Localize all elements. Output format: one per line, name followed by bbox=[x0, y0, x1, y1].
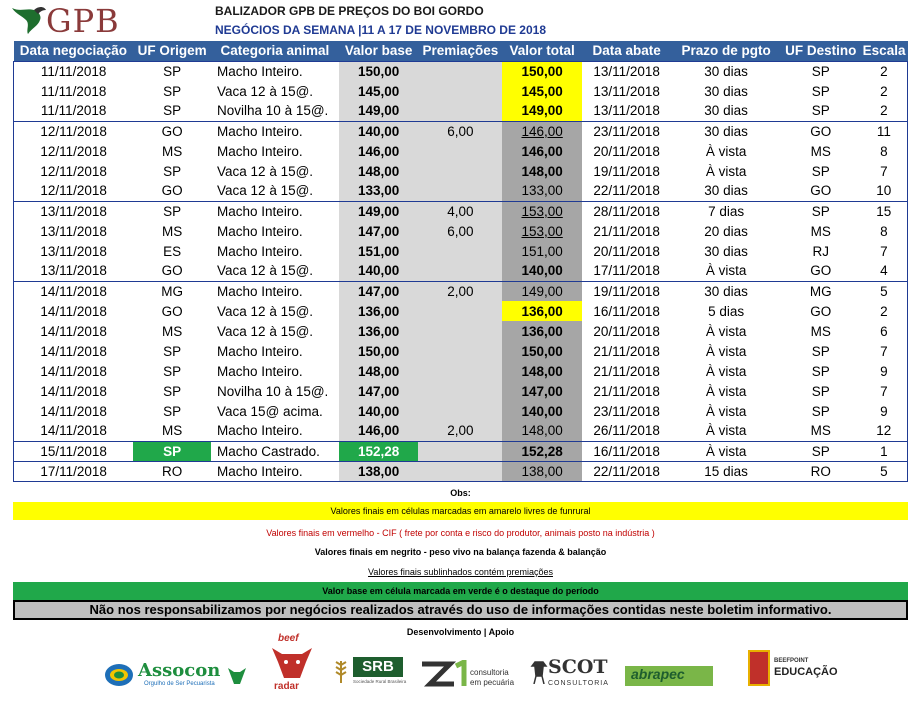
uf-origin-cell: SP bbox=[163, 83, 182, 99]
base-value-cell: 136,00 bbox=[339, 321, 419, 341]
uf-destination-cell: GO bbox=[781, 121, 861, 141]
table-row bbox=[14, 441, 908, 461]
uf-origin-cell: SP bbox=[163, 383, 182, 399]
table-row bbox=[14, 261, 908, 281]
z1-tag2: em pecuária bbox=[470, 678, 515, 687]
uf-origin-cell: ES bbox=[163, 243, 182, 259]
column-header: Valor total bbox=[502, 41, 582, 61]
bonus-cell bbox=[418, 101, 502, 121]
base-value-cell: 140,00 bbox=[339, 401, 419, 421]
slaughter-date-cell: 21/11/2018 bbox=[593, 223, 660, 239]
cow-head-icon bbox=[270, 644, 314, 682]
bonus-cell: 6,00 bbox=[418, 221, 502, 241]
base-value-cell: 149,00 bbox=[339, 101, 419, 121]
scale-cell: 9 bbox=[880, 403, 888, 419]
slaughter-date-cell: 22/11/2018 bbox=[593, 183, 660, 199]
note-underline-text: Valores finais sublinhados contém premiações bbox=[368, 567, 553, 577]
page-title: BALIZADOR GPB DE PREÇOS DO BOI GORDO bbox=[215, 4, 484, 18]
column-header: Data abate bbox=[582, 41, 671, 61]
uf-destination-cell: SP bbox=[811, 83, 830, 99]
total-value-cell: 149,00 bbox=[502, 281, 582, 301]
base-value-cell: 147,00 bbox=[339, 221, 419, 241]
uf-destination-cell: MS bbox=[810, 223, 831, 239]
abrapec-name: abrapec bbox=[631, 666, 685, 682]
date-cell: 14/11/2018 bbox=[40, 423, 107, 439]
bonus-cell bbox=[418, 401, 502, 421]
base-value-cell: 147,00 bbox=[339, 381, 419, 401]
total-value-cell: 138,00 bbox=[502, 461, 582, 481]
globe-icon bbox=[104, 662, 134, 688]
slaughter-date-cell: 28/11/2018 bbox=[582, 201, 671, 221]
uf-destination-cell: SP bbox=[811, 343, 830, 359]
category-cell: Macho Inteiro. bbox=[211, 461, 339, 481]
uf-origin-cell: SP bbox=[163, 163, 182, 179]
slaughter-date-cell: 20/11/2018 bbox=[593, 323, 660, 339]
total-value-cell bbox=[502, 221, 582, 241]
payment-term-cell: À vista bbox=[705, 423, 747, 439]
uf-destination-cell: SP bbox=[781, 441, 861, 461]
payment-term-cell: À vista bbox=[671, 441, 780, 461]
slaughter-date-cell: 13/11/2018 bbox=[593, 83, 660, 99]
page-subtitle: NEGÓCIOS DA SEMANA |11 A 17 DE NOVEMBRO DE 2018 bbox=[215, 23, 546, 37]
scot-name: SCOT bbox=[548, 656, 608, 678]
column-header: Valor base bbox=[339, 41, 419, 61]
assocon-name: Assocon bbox=[138, 660, 221, 681]
bonus-cell bbox=[418, 61, 502, 81]
note-yellow: Valores finais em células marcadas em amarelo livres de funrural bbox=[13, 502, 908, 520]
uf-origin-cell: GO bbox=[161, 303, 183, 319]
bonus-cell: 6,00 bbox=[418, 121, 502, 141]
payment-term-cell: À vista bbox=[705, 163, 747, 179]
date-cell: 14/11/2018 bbox=[14, 281, 134, 301]
uf-destination-cell: RJ bbox=[812, 243, 829, 259]
slaughter-date-cell: 16/11/2018 bbox=[593, 303, 660, 319]
total-value-cell: 148,00 bbox=[502, 361, 582, 381]
slaughter-date-cell: 13/11/2018 bbox=[582, 61, 671, 81]
bird-icon bbox=[8, 2, 48, 40]
base-value-cell: 138,00 bbox=[339, 461, 419, 481]
slaughter-date-cell: 19/11/2018 bbox=[582, 281, 671, 301]
total-value-cell: 136,00 bbox=[502, 321, 582, 341]
uf-destination-cell: SP bbox=[811, 383, 830, 399]
note-bold: Valores finais em negrito - peso vivo na balança fazenda & balanção bbox=[314, 547, 607, 557]
date-cell: 13/11/2018 bbox=[40, 263, 107, 279]
date-cell: 15/11/2018 bbox=[14, 441, 134, 461]
payment-term-cell: À vista bbox=[705, 143, 747, 159]
bonus-cell: 2,00 bbox=[418, 421, 502, 441]
uf-origin-cell: SP bbox=[133, 441, 211, 461]
total-value-cell: 140,00 bbox=[502, 261, 582, 281]
base-value-cell: 150,00 bbox=[339, 341, 419, 361]
total-value-cell bbox=[502, 201, 582, 221]
z1-mark-icon bbox=[420, 660, 470, 688]
base-value-cell: 146,00 bbox=[339, 421, 419, 441]
category-cell: Macho Inteiro. bbox=[217, 223, 303, 239]
gpb-logo bbox=[8, 2, 128, 40]
total-value-text: 146,00 bbox=[521, 123, 563, 139]
base-value-cell: 140,00 bbox=[339, 121, 419, 141]
bonus-cell bbox=[418, 361, 502, 381]
beefpoint-logo bbox=[748, 650, 838, 690]
cowboy-icon bbox=[530, 658, 548, 684]
bonus-cell bbox=[418, 381, 502, 401]
total-value-cell: 150,00 bbox=[502, 341, 582, 361]
base-value-cell: 140,00 bbox=[339, 261, 419, 281]
scale-cell: 2 bbox=[880, 303, 888, 319]
table-row bbox=[14, 421, 908, 441]
payment-term-cell: 30 dias bbox=[671, 121, 780, 141]
base-value-cell: 148,00 bbox=[339, 361, 419, 381]
bonus-cell: 2,00 bbox=[418, 281, 502, 301]
date-cell: 14/11/2018 bbox=[40, 363, 107, 379]
category-cell: Macho Inteiro. bbox=[211, 281, 339, 301]
column-header: Premiações bbox=[418, 41, 502, 61]
payment-term-cell: 5 dias bbox=[708, 303, 745, 319]
total-value-cell: 147,00 bbox=[502, 381, 582, 401]
category-cell: Vaca 12 à 15@. bbox=[217, 163, 314, 179]
category-cell: Vaca 12 à 15@. bbox=[217, 263, 314, 279]
table-row bbox=[14, 341, 908, 361]
scale-cell: 5 bbox=[861, 461, 908, 481]
date-cell: 14/11/2018 bbox=[40, 403, 107, 419]
bonus-cell bbox=[418, 301, 502, 321]
uf-destination-cell: SP bbox=[811, 103, 830, 119]
table-row bbox=[14, 141, 908, 161]
table-row bbox=[14, 101, 908, 121]
note-green: Valor base em célula marcada em verde é o destaque do período bbox=[13, 582, 908, 600]
base-value-cell: 151,00 bbox=[339, 241, 419, 261]
total-value-text: 153,00 bbox=[521, 223, 563, 239]
date-cell: 12/11/2018 bbox=[14, 121, 134, 141]
total-value-cell: 133,00 bbox=[502, 181, 582, 201]
slaughter-date-cell: 20/11/2018 bbox=[593, 143, 660, 159]
srb-tagline: Sociedade Rural Brasileira bbox=[353, 679, 407, 684]
table-row bbox=[14, 81, 908, 101]
total-value-cell: 140,00 bbox=[502, 401, 582, 421]
uf-origin-cell: GO bbox=[133, 121, 211, 141]
uf-origin-cell: MS bbox=[161, 143, 183, 159]
category-cell: Vaca 12 à 15@. bbox=[217, 323, 314, 339]
total-value-cell: 148,00 bbox=[502, 421, 582, 441]
uf-destination-cell: MS bbox=[810, 423, 831, 439]
slaughter-date-cell: 21/11/2018 bbox=[593, 383, 660, 399]
total-value-cell: 152,28 bbox=[502, 441, 582, 461]
payment-term-cell: 7 dias bbox=[671, 201, 780, 221]
scale-cell: 7 bbox=[880, 163, 888, 179]
table-row bbox=[14, 301, 908, 321]
scale-cell: 12 bbox=[876, 423, 892, 439]
total-value-cell: 148,00 bbox=[502, 161, 582, 181]
payment-term-cell: 15 dias bbox=[671, 461, 780, 481]
date-cell: 11/11/2018 bbox=[40, 83, 107, 99]
base-value-cell: 147,00 bbox=[339, 281, 419, 301]
scale-cell: 2 bbox=[861, 61, 908, 81]
date-cell: 12/11/2018 bbox=[40, 163, 107, 179]
bonus-cell bbox=[418, 441, 502, 461]
beef-radar-top: beef bbox=[278, 633, 299, 644]
scale-cell: 15 bbox=[861, 201, 908, 221]
table-row bbox=[14, 181, 908, 201]
slaughter-date-cell: 19/11/2018 bbox=[593, 163, 660, 179]
table-row bbox=[14, 461, 908, 481]
uf-origin-cell: MG bbox=[133, 281, 211, 301]
uf-origin-cell: SP bbox=[133, 61, 211, 81]
payment-term-cell: À vista bbox=[705, 403, 747, 419]
total-value-cell: 149,00 bbox=[502, 101, 582, 121]
payment-term-cell: À vista bbox=[705, 263, 747, 279]
z1-logo bbox=[420, 660, 520, 692]
bonus-cell bbox=[418, 81, 502, 101]
obs-label: Obs: bbox=[450, 488, 471, 498]
beefpoint-mark-icon bbox=[748, 650, 770, 686]
total-value-cell: 151,00 bbox=[502, 241, 582, 261]
table-header-row bbox=[14, 41, 908, 61]
category-cell: Novilha 10 à 15@. bbox=[217, 383, 329, 399]
slaughter-date-cell: 13/11/2018 bbox=[593, 103, 660, 119]
uf-origin-cell: SP bbox=[163, 363, 182, 379]
scale-cell: 7 bbox=[880, 243, 888, 259]
payment-term-cell: 30 dias bbox=[704, 103, 748, 119]
category-cell: Vaca 15@ acima. bbox=[217, 403, 323, 419]
uf-origin-cell: SP bbox=[163, 403, 182, 419]
category-cell: Macho Inteiro. bbox=[211, 201, 339, 221]
bonus-cell: 4,00 bbox=[418, 201, 502, 221]
table-row bbox=[14, 161, 908, 181]
note-underline bbox=[13, 563, 908, 581]
column-header: Escala bbox=[861, 41, 908, 61]
category-cell: Macho Inteiro. bbox=[217, 143, 303, 159]
table-row bbox=[14, 201, 908, 221]
category-cell: Vaca 12 à 15@. bbox=[217, 183, 314, 199]
payment-term-cell: 30 dias bbox=[704, 243, 748, 259]
note-red: Valores finais em vermelho - CIF ( frete por conta e risco do produtor, animais posto na indústria ) bbox=[266, 528, 655, 538]
table-row bbox=[14, 61, 908, 81]
disclaimer: Não nos responsabilizamos por negócios realizados através do uso de informações contidas neste boletim informativo. bbox=[13, 600, 908, 620]
scale-cell: 4 bbox=[880, 263, 888, 279]
date-cell: 12/11/2018 bbox=[40, 143, 107, 159]
bonus-cell bbox=[418, 241, 502, 261]
table-row bbox=[14, 401, 908, 421]
bonus-cell bbox=[418, 341, 502, 361]
category-cell: Vaca 12 à 15@. bbox=[217, 303, 314, 319]
uf-destination-cell: MS bbox=[810, 143, 831, 159]
scale-cell: 9 bbox=[880, 363, 888, 379]
date-cell: 14/11/2018 bbox=[40, 303, 107, 319]
scale-cell: 2 bbox=[880, 83, 888, 99]
uf-origin-cell: MS bbox=[161, 223, 183, 239]
table-row bbox=[14, 321, 908, 341]
table-body bbox=[14, 61, 908, 481]
beefpoint-bottom: EDUCAÇÃO bbox=[774, 666, 838, 678]
beef-radar-logo bbox=[268, 633, 318, 693]
assocon-logo bbox=[104, 660, 254, 692]
slaughter-date-cell: 23/11/2018 bbox=[593, 403, 660, 419]
slaughter-date-cell: 17/11/2018 bbox=[593, 263, 660, 279]
logo-text: GPB bbox=[46, 2, 120, 40]
srb-name: SRB bbox=[353, 657, 403, 677]
date-cell: 14/11/2018 bbox=[40, 323, 107, 339]
wheat-icon bbox=[333, 659, 349, 683]
uf-destination-cell: GO bbox=[810, 303, 832, 319]
scale-cell: 5 bbox=[861, 281, 908, 301]
uf-destination-cell: MG bbox=[781, 281, 861, 301]
category-cell: Vaca 12 à 15@. bbox=[217, 83, 314, 99]
scale-cell: 10 bbox=[876, 183, 892, 199]
column-header: UF Origem bbox=[133, 41, 211, 61]
uf-origin-cell: RO bbox=[133, 461, 211, 481]
base-value-cell: 136,00 bbox=[339, 301, 419, 321]
uf-destination-cell: MS bbox=[810, 323, 831, 339]
scale-cell: 1 bbox=[861, 441, 908, 461]
scale-cell: 6 bbox=[880, 323, 888, 339]
bonus-cell bbox=[418, 321, 502, 341]
srb-logo bbox=[333, 657, 413, 689]
category-cell: Macho Inteiro. bbox=[217, 363, 303, 379]
total-value-cell: 146,00 bbox=[502, 141, 582, 161]
date-cell: 14/11/2018 bbox=[40, 343, 107, 359]
z1-tag1: consultoria bbox=[470, 668, 509, 677]
total-value-text: 153,00 bbox=[521, 203, 563, 219]
uf-origin-cell: GO bbox=[161, 183, 183, 199]
category-cell: Macho Castrado. bbox=[211, 441, 339, 461]
total-value-cell: 136,00 bbox=[502, 301, 582, 321]
bonus-cell bbox=[418, 261, 502, 281]
table-row bbox=[14, 361, 908, 381]
slaughter-date-cell: 21/11/2018 bbox=[593, 363, 660, 379]
base-value-cell: 149,00 bbox=[339, 201, 419, 221]
uf-origin-cell: MS bbox=[161, 423, 183, 439]
beefpoint-top: BEEFPOINT bbox=[774, 658, 809, 664]
slaughter-date-cell: 20/11/2018 bbox=[593, 243, 660, 259]
bonus-cell bbox=[418, 461, 502, 481]
column-header: UF Destino bbox=[781, 41, 861, 61]
date-cell: 12/11/2018 bbox=[40, 183, 107, 199]
base-value-cell: 150,00 bbox=[339, 61, 419, 81]
abrapec-logo bbox=[625, 662, 715, 688]
column-header: Data negociação bbox=[14, 41, 134, 61]
base-value-cell: 145,00 bbox=[339, 81, 419, 101]
payment-term-cell: 30 dias bbox=[671, 61, 780, 81]
assocon-tagline: Orgulho de Ser Pecuarista bbox=[144, 681, 215, 687]
uf-destination-cell: SP bbox=[781, 201, 861, 221]
date-cell: 14/11/2018 bbox=[40, 383, 107, 399]
scale-cell: 8 bbox=[880, 223, 888, 239]
column-header: Categoria animal bbox=[211, 41, 339, 61]
date-cell: 11/11/2018 bbox=[14, 61, 134, 81]
table-row bbox=[14, 121, 908, 141]
scale-cell: 2 bbox=[880, 103, 888, 119]
uf-destination-cell: SP bbox=[811, 403, 830, 419]
payment-term-cell: À vista bbox=[705, 383, 747, 399]
payment-term-cell: 30 dias bbox=[704, 183, 748, 199]
date-cell: 11/11/2018 bbox=[40, 103, 107, 119]
slaughter-date-cell: 22/11/2018 bbox=[582, 461, 671, 481]
slaughter-date-cell: 23/11/2018 bbox=[582, 121, 671, 141]
total-value-cell: 145,00 bbox=[502, 81, 582, 101]
category-cell: Macho Inteiro. bbox=[211, 121, 339, 141]
date-cell: 13/11/2018 bbox=[14, 201, 134, 221]
slaughter-date-cell: 26/11/2018 bbox=[593, 423, 660, 439]
payment-term-cell: 30 dias bbox=[671, 281, 780, 301]
payment-term-cell: 20 dias bbox=[704, 223, 748, 239]
uf-destination-cell: SP bbox=[781, 61, 861, 81]
table-row bbox=[14, 381, 908, 401]
payment-term-cell: 30 dias bbox=[704, 83, 748, 99]
bonus-cell bbox=[418, 141, 502, 161]
total-value-cell: 150,00 bbox=[502, 61, 582, 81]
category-cell: Macho Inteiro. bbox=[217, 243, 303, 259]
beef-radar-bottom: radar bbox=[274, 681, 300, 692]
uf-origin-cell: GO bbox=[161, 263, 183, 279]
scale-cell: 8 bbox=[880, 143, 888, 159]
payment-term-cell: À vista bbox=[705, 363, 747, 379]
uf-destination-cell: RO bbox=[781, 461, 861, 481]
base-value-cell: 148,00 bbox=[339, 161, 419, 181]
total-value-cell bbox=[502, 121, 582, 141]
table-row bbox=[14, 241, 908, 261]
slaughter-date-cell: 21/11/2018 bbox=[593, 343, 660, 359]
scale-cell: 11 bbox=[861, 121, 908, 141]
slaughter-date-cell: 16/11/2018 bbox=[582, 441, 671, 461]
base-value-cell: 152,28 bbox=[339, 441, 419, 461]
payment-term-cell: À vista bbox=[705, 323, 747, 339]
category-cell: Macho Inteiro. bbox=[217, 343, 303, 359]
bonus-cell bbox=[418, 161, 502, 181]
uf-destination-cell: GO bbox=[810, 183, 832, 199]
uf-destination-cell: SP bbox=[811, 163, 830, 179]
category-cell: Macho Inteiro. bbox=[217, 423, 303, 439]
scot-tagline: CONSULTORIA bbox=[548, 680, 609, 687]
date-cell: 13/11/2018 bbox=[40, 243, 107, 259]
date-cell: 17/11/2018 bbox=[14, 461, 134, 481]
uf-origin-cell: MS bbox=[161, 323, 183, 339]
bull-head-icon bbox=[226, 664, 248, 686]
uf-destination-cell: GO bbox=[810, 263, 832, 279]
uf-destination-cell: SP bbox=[811, 363, 830, 379]
table-row bbox=[14, 281, 908, 301]
scale-cell: 7 bbox=[880, 383, 888, 399]
scot-logo bbox=[530, 656, 610, 690]
category-cell: Novilha 10 à 15@. bbox=[217, 103, 329, 119]
scale-cell: 7 bbox=[880, 343, 888, 359]
bonus-cell bbox=[418, 181, 502, 201]
uf-origin-cell: SP bbox=[133, 201, 211, 221]
prices-table bbox=[13, 41, 908, 482]
uf-origin-cell: SP bbox=[163, 103, 182, 119]
dev-support-label: Desenvolvimento | Apoio bbox=[406, 627, 515, 637]
base-value-cell: 133,00 bbox=[339, 181, 419, 201]
base-value-cell: 146,00 bbox=[339, 141, 419, 161]
date-cell: 13/11/2018 bbox=[40, 223, 107, 239]
table-row bbox=[14, 221, 908, 241]
column-header: Prazo de pgto bbox=[671, 41, 780, 61]
payment-term-cell: À vista bbox=[705, 343, 747, 359]
category-cell: Macho Inteiro. bbox=[211, 61, 339, 81]
uf-origin-cell: SP bbox=[163, 343, 182, 359]
